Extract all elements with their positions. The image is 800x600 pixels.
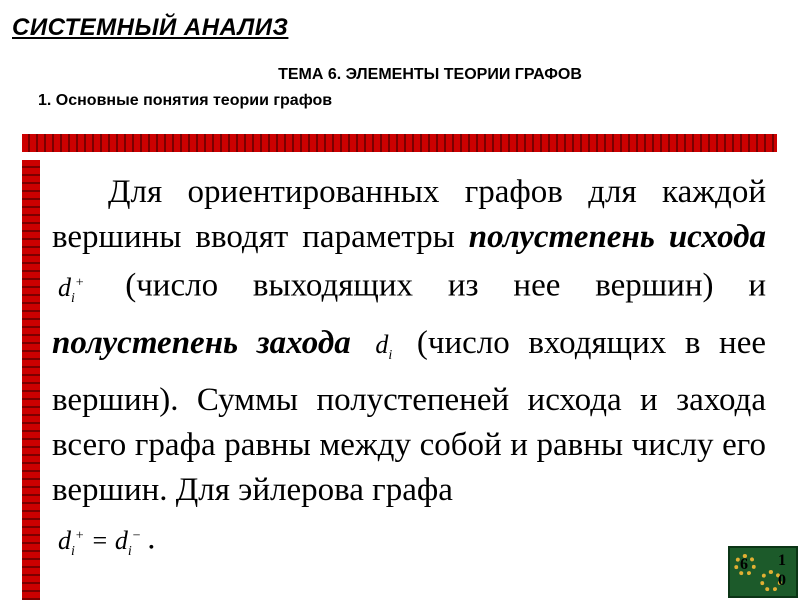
body-text-part-3: (число входящих в нее вершин). Суммы полустепеней исхода и захода всего графа равны между собой и равны числу его вершин. Для эйлерова графа [52, 324, 767, 509]
subtopic-title: 1. Основные понятия теории графов [38, 92, 333, 109]
term-out-degree: полустепень исхода [468, 219, 766, 255]
slide-body [52, 170, 766, 574]
body-text-part-2: (число выходящих из нее вершин) и [125, 267, 766, 304]
formula-euler-equality: $d_i^+ = d_i^-$ [58, 525, 142, 559]
slide-badge [728, 546, 798, 598]
section-number: 6 [740, 556, 748, 573]
decorative-top-band [22, 134, 777, 152]
topic-title: ТЕМА 6. ЭЛЕМЕНТЫ ТЕОРИИ ГРАФОВ [278, 66, 582, 83]
term-in-degree: полустепень захода [52, 324, 351, 361]
formula-in-degree: $d_i$ [375, 329, 393, 364]
course-title: СИСТЕМНЫЙ АНАЛИЗ [12, 14, 289, 41]
decorative-side-band [22, 160, 40, 600]
formula-out-degree: $d_i^+$ [58, 272, 85, 306]
body-text-part-1: Для ориентированных графов для каждой вершины вводят параметры [52, 174, 766, 255]
formula-period: . [147, 520, 156, 557]
page-number: 1 0 [778, 552, 786, 589]
